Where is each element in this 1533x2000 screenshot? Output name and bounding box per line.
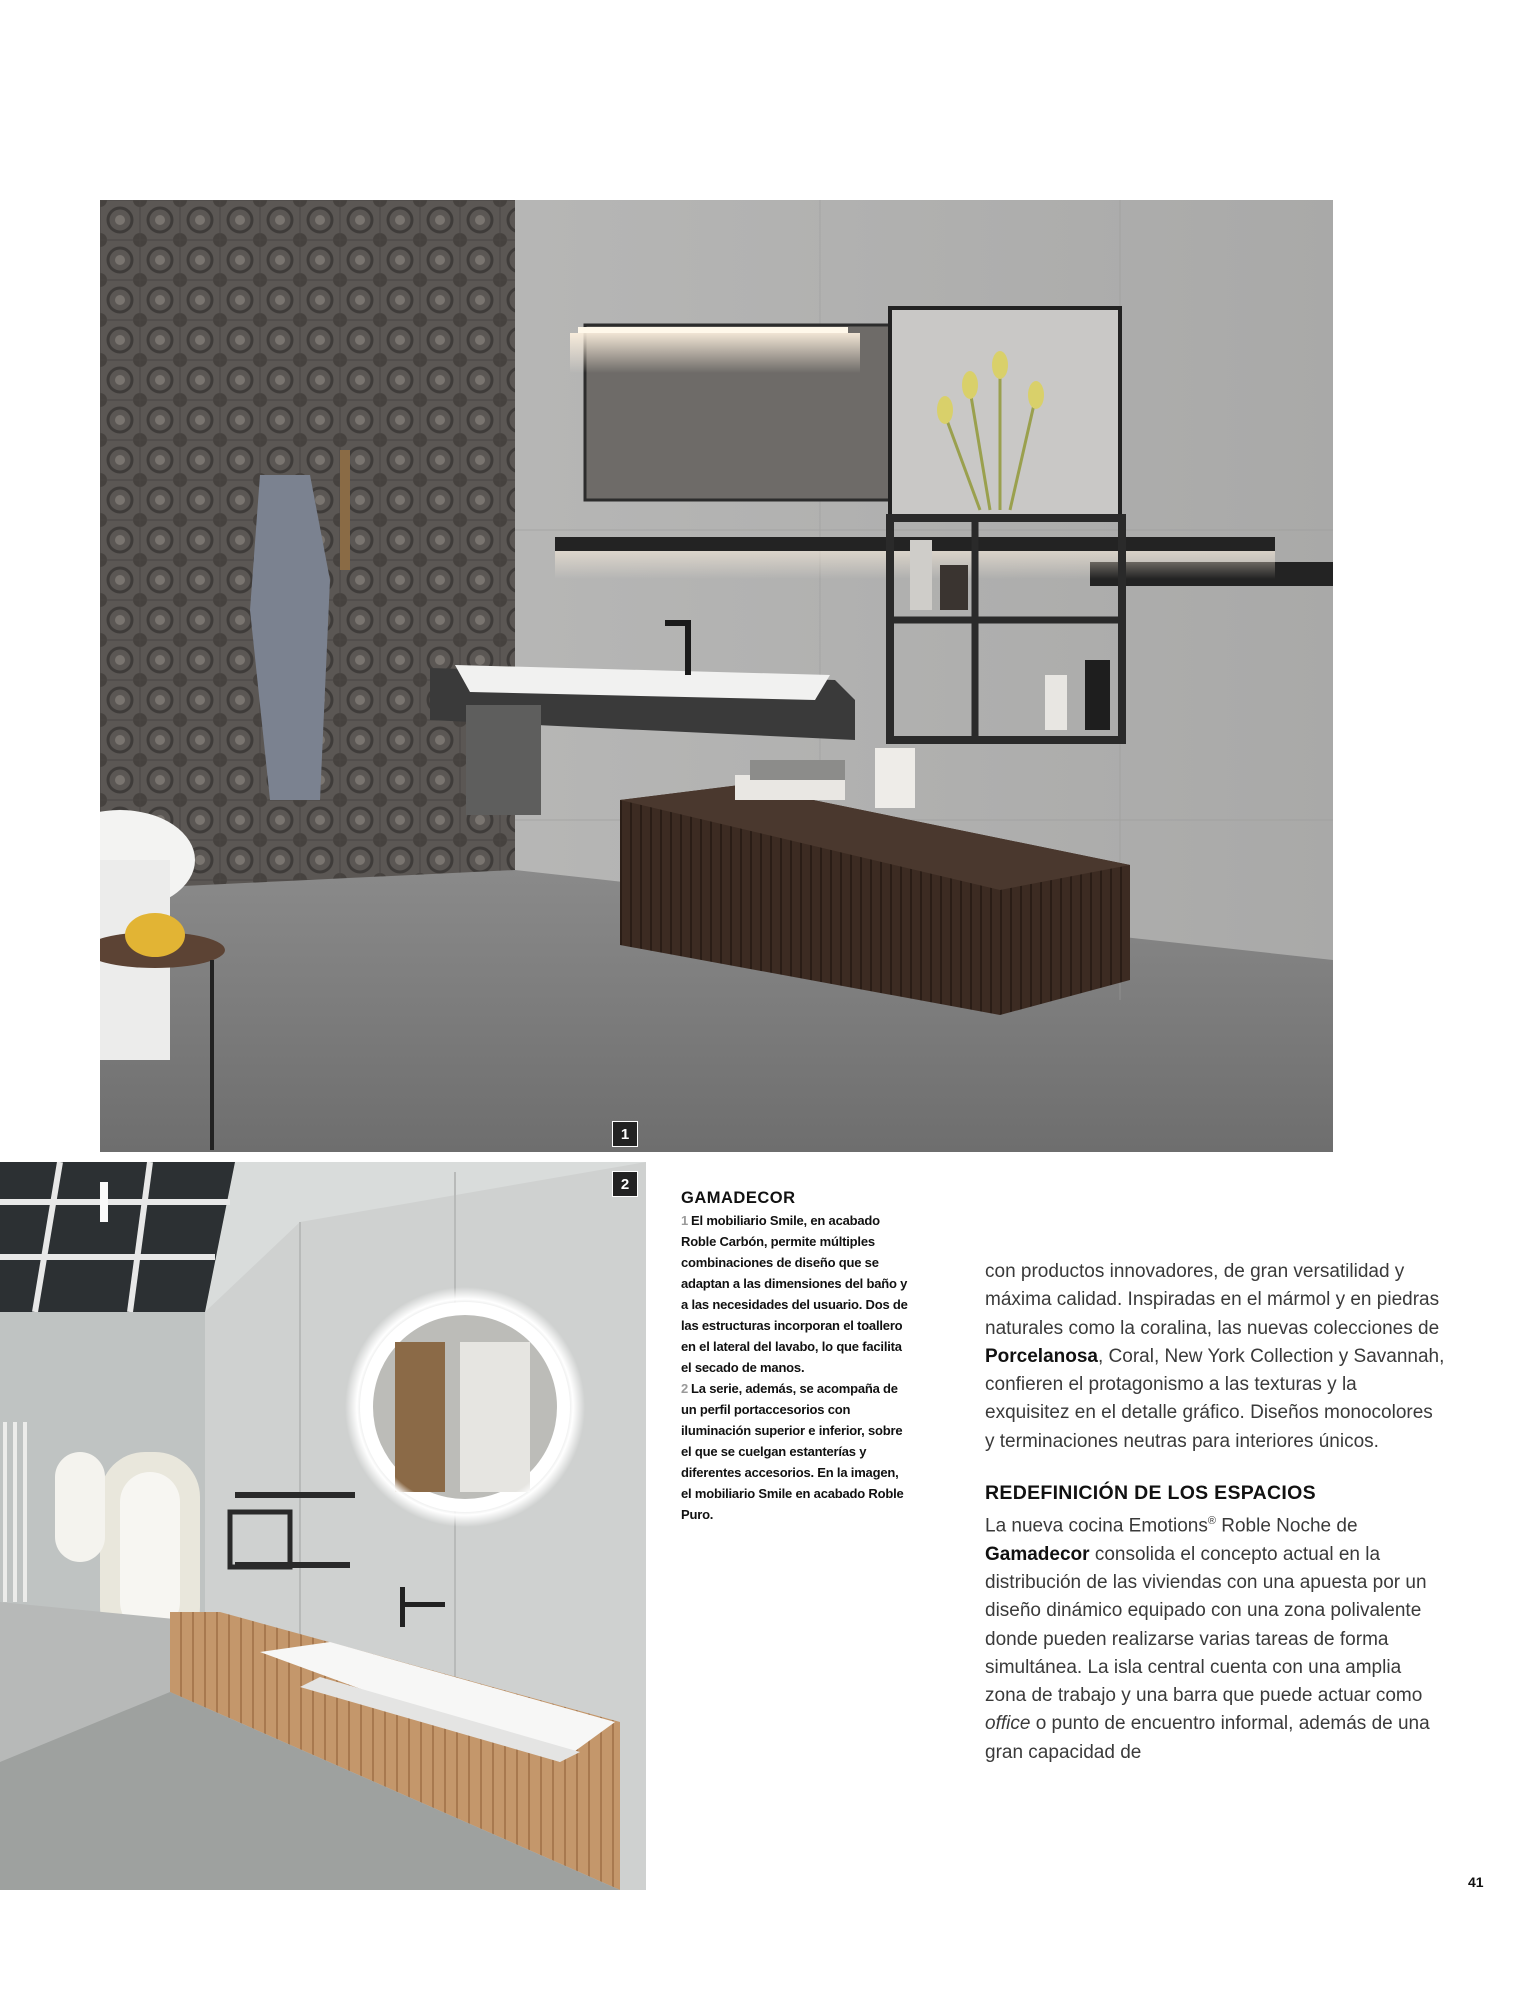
caption-item-2 (681, 1378, 911, 1525)
body-p2-text-c: consolida el concepto actual en la distribución de las viviendas con una apuesta por un diseño dinámico equipado con una zona polivalente donde pueden realizarse varias tareas de forma simultánea. La isla central cuenta con una amplia zona de trabajo y una barra que puede actuar como (985, 1543, 1427, 1707)
caption-item-2-number: 2 (681, 1381, 689, 1396)
section-heading: REDEFINICIÓN DE LOS ESPACIOS (985, 1482, 1316, 1505)
body-p2-text-b: Roble Noche de (1215, 1515, 1358, 1537)
article-body (985, 1258, 1445, 1767)
caption-item-2-text: La serie, además, se acompaña de un perfil portaccesorios con iluminación superior e inferior, sobre el que se cuelgan estanterías y diferentes accesorios. En la imagen, el mobiliario Smile en acabado Roble Puro. (681, 1381, 904, 1522)
body-p2-text-a: La nueva cocina Emotions (985, 1515, 1208, 1537)
caption-brand: GAMADECOR (681, 1189, 796, 1207)
registered-mark: ® (1207, 1515, 1216, 1528)
body-p1-text-b: , Coral, New York Collection y Savannah, confieren el protagonismo a las texturas y la exquisitez en el detalle gráfico. Diseños monocolores y terminaciones neutras para interiores únicos. (985, 1345, 1445, 1452)
photo-1-badge: 1 (612, 1121, 638, 1147)
bathroom-photo-1-image (100, 200, 1333, 1152)
body-paragraph-2 (985, 1507, 1445, 1767)
caption-item-1-text: El mobiliario Smile, en acabado Roble Carbón, permite múltiples combinaciones de diseño que se adaptan a las dimensiones del baño y a las necesidades del usuario. Dos de las estructuras incorporan el toallero en el lateral del lavabo, lo que facilita el secado de manos. (681, 1213, 908, 1375)
caption-item-1-number: 1 (681, 1213, 689, 1228)
body-p1-brand: Porcelanosa (985, 1345, 1098, 1367)
body-p1-text-a: con productos innovadores, de gran versatilidad y máxima calidad. Inspiradas en el mármol y en piedras naturales como la coralina, las nuevas colecciones de (985, 1261, 1440, 1339)
page-number: 41 (1468, 1874, 1484, 1890)
body-p2-text-d: o punto de encuentro informal, además de una gran capacidad de (985, 1713, 1430, 1763)
body-paragraph-1 (985, 1258, 1445, 1456)
body-p2-brand: Gamadecor (985, 1543, 1090, 1565)
caption-item-1 (681, 1210, 911, 1378)
photo-2-badge: 2 (612, 1171, 638, 1197)
bathroom-photo-2-image (0, 1162, 646, 1890)
body-p2-italic: office (985, 1713, 1031, 1735)
bathroom-photo-2 (0, 1162, 646, 1890)
photo-caption (681, 1189, 911, 1525)
bathroom-photo-1 (100, 200, 1333, 1152)
